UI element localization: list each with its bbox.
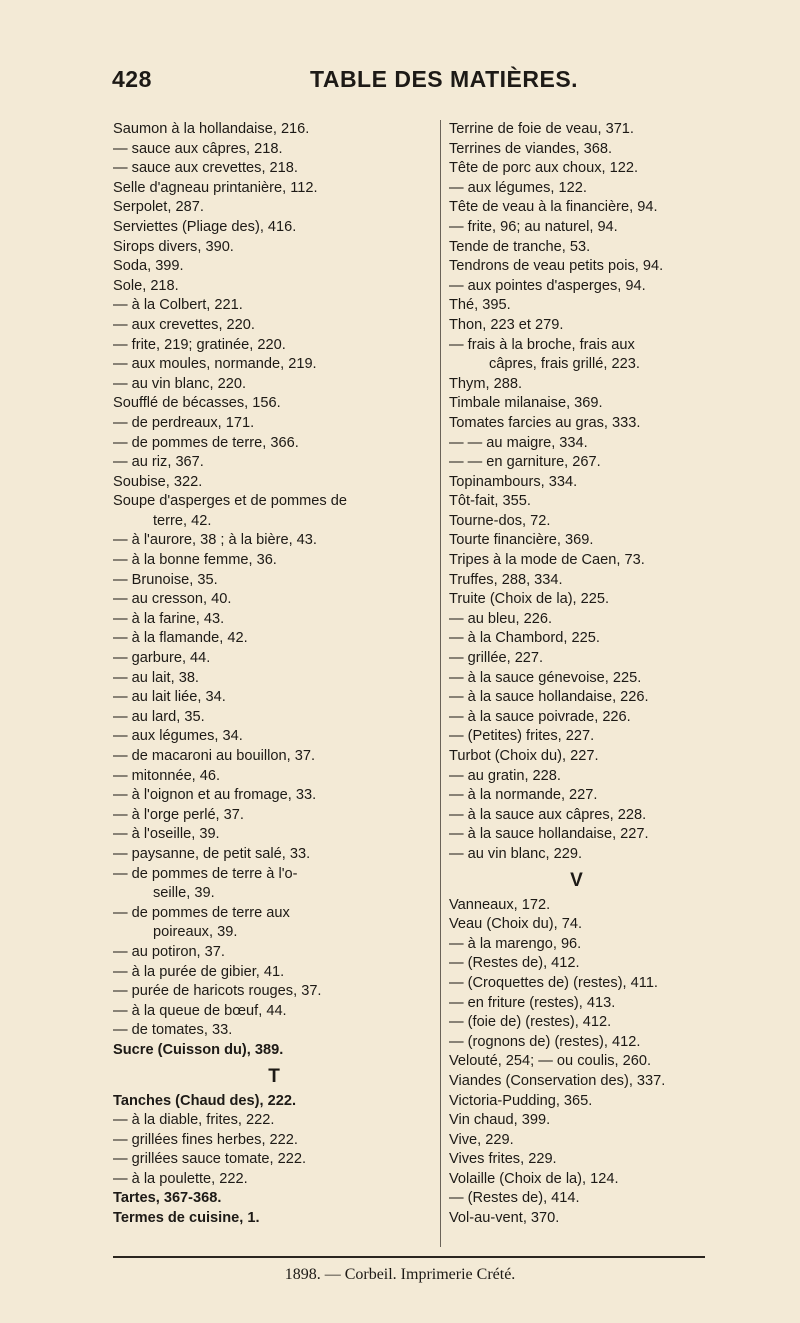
index-entry: Soupe d'asperges et de pommes de	[113, 493, 348, 510]
index-entry: Tendrons de veau petits pois, 94.	[449, 258, 664, 275]
index-entry-continuation: câpres, frais grillé, 223.	[489, 356, 640, 373]
index-entry: Tripes à la mode de Caen, 73.	[449, 552, 645, 569]
index-subentry: — au vin blanc, 229.	[449, 845, 583, 862]
index-entry: Topinambours, 334.	[449, 473, 578, 490]
index-subentry: — aux légumes, 34.	[113, 728, 243, 745]
index-entry: Tête de veau à la financière, 94.	[449, 199, 658, 216]
index-subentry: — (rognons de) (restes), 412.	[449, 1033, 641, 1050]
index-subentry: — à la normande, 227.	[449, 787, 598, 804]
index-entry: Volaille (Choix de la), 124.	[449, 1170, 619, 1187]
index-subentry: — en friture (restes), 413.	[449, 994, 616, 1011]
index-subentry: — aux moules, normande, 219.	[113, 356, 317, 373]
index-subentry: — à la bonne femme, 36.	[113, 552, 277, 569]
index-subentry: — sauce aux câpres, 218.	[113, 140, 283, 157]
index-entry: Terrines de viandes, 368.	[449, 140, 613, 157]
index-subentry: — à la farine, 43.	[113, 610, 225, 627]
index-entry: Saumon à la hollandaise, 216.	[113, 121, 310, 137]
page-header	[112, 66, 704, 100]
index-entry: Victoria-Pudding, 365.	[449, 1092, 593, 1109]
index-entry: Sole, 218.	[113, 277, 179, 294]
index-subentry: — au lard, 35.	[113, 708, 205, 725]
index-subentry: — mitonnée, 46.	[113, 767, 221, 784]
index-subentry: — de pommes de terre, 366.	[113, 434, 299, 451]
footer-rule	[113, 1256, 705, 1258]
index-subentry: — aux crevettes, 220.	[113, 316, 255, 333]
index-subentry: — à la sauce génevoise, 225.	[449, 669, 642, 686]
index-subentry: — — en garniture, 267.	[449, 454, 601, 471]
index-entry-continuation: terre, 42.	[153, 512, 212, 529]
index-column-right	[449, 120, 704, 1229]
index-subentry: — de pommes de terre à l'o-	[113, 865, 298, 882]
index-subentry: — garbure, 44.	[113, 650, 211, 667]
index-subentry: — à l'orge perlé, 37.	[113, 806, 244, 823]
page-number: 428	[112, 66, 152, 92]
index-subentry: — à la sauce poivrade, 226.	[449, 708, 631, 725]
index-entry: Tourne-dos, 72.	[449, 512, 551, 529]
index-subentry: — à l'oignon et au fromage, 33.	[113, 787, 317, 804]
index-entry: Sirops divers, 390.	[113, 238, 234, 255]
running-title: TABLE DES MATIÈRES.	[310, 66, 579, 92]
index-subentry: — au riz, 367.	[113, 454, 204, 471]
index-subentry: — au potiron, 37.	[113, 943, 225, 960]
index-subentry: — à la sauce hollandaise, 226.	[449, 689, 649, 706]
index-entry: Thé, 395.	[449, 297, 511, 314]
index-subentry: — (Croquettes de) (restes), 411.	[449, 974, 658, 991]
index-entry: Tête de porc aux choux, 122.	[449, 160, 639, 177]
index-entry-continuation: seille, 39.	[153, 885, 215, 902]
index-entry: Vive, 229.	[449, 1131, 514, 1148]
index-subentry: — de tomates, 33.	[113, 1022, 233, 1039]
index-entry: Timbale milanaise, 369.	[449, 395, 603, 412]
index-subentry: — (Petites) frites, 227.	[449, 728, 595, 745]
column-divider	[440, 120, 441, 1247]
index-entry: Tende de tranche, 53.	[449, 238, 591, 255]
index-subentry: — grillée, 227.	[449, 650, 544, 667]
index-entry: Vin chaud, 399.	[449, 1112, 551, 1129]
index-subentry: — (foie de) (restes), 412.	[449, 1014, 612, 1031]
index-subentry: — grillées sauce tomate, 222.	[113, 1151, 307, 1168]
index-subentry: — à l'oseille, 39.	[113, 826, 220, 843]
index-entry: Velouté, 254; — ou coulis, 260.	[449, 1053, 652, 1070]
index-subentry: — de macaroni au bouillon, 37.	[113, 748, 316, 764]
index-entry: Turbot (Choix du), 227.	[449, 748, 599, 764]
index-entry: Vives frites, 229.	[449, 1151, 557, 1168]
index-subentry: — paysanne, de petit salé, 33.	[113, 845, 311, 862]
index-subentry: — à la purée de gibier, 41.	[113, 963, 285, 980]
index-subentry: — frais à la broche, frais aux	[449, 336, 635, 353]
index-entry: Serviettes (Pliage des), 416.	[113, 218, 297, 235]
index-subentry: — purée de haricots rouges, 37.	[113, 983, 322, 1000]
index-subentry: — sauce aux crevettes, 218.	[113, 160, 298, 177]
index-subentry: — au bleu, 226.	[449, 610, 553, 627]
index-entry: Tourte financière, 369.	[449, 532, 594, 549]
index-subentry: — à la Colbert, 221.	[113, 297, 243, 314]
index-entry: Tomates farcies au gras, 333.	[449, 414, 641, 431]
index-entry: Veau (Choix du), 74.	[449, 916, 583, 933]
index-entry: Tartes, 367-368.	[113, 1190, 222, 1207]
index-entry: Vol-au-vent, 370.	[449, 1210, 560, 1227]
index-entry: Soufflé de bécasses, 156.	[113, 395, 281, 412]
index-subentry: — à la flamande, 42.	[113, 630, 248, 647]
index-subentry: — au lait liée, 34.	[113, 689, 226, 706]
index-subentry: — frite, 219; gratinée, 220.	[113, 336, 286, 353]
index-entry: Soda, 399.	[113, 258, 184, 275]
index-subentry: — au cresson, 40.	[113, 591, 232, 608]
index-entry: Truite (Choix de la), 225.	[449, 591, 610, 608]
index-subentry: — au lait, 38.	[113, 669, 199, 686]
index-entry: Thym, 288.	[449, 375, 522, 392]
index-subentry: — à l'aurore, 38 ; à la bière, 43.	[113, 532, 317, 549]
index-subentry: — au vin blanc, 220.	[113, 375, 247, 392]
index-subentry: — frite, 96; au naturel, 94.	[449, 218, 618, 235]
index-entry: Tôt-fait, 355.	[449, 493, 531, 510]
section-letter: V	[570, 869, 583, 891]
index-subentry: — à la queue de bœuf, 44.	[113, 1002, 287, 1019]
index-subentry: — à la diable, frites, 222.	[113, 1112, 275, 1129]
index-entry: Viandes (Conservation des), 337.	[449, 1072, 666, 1089]
index-entry-continuation: poireaux, 39.	[153, 924, 238, 941]
index-subentry: — (Restes de), 414.	[449, 1190, 580, 1207]
index-subentry: — aux légumes, 122.	[449, 179, 587, 196]
index-column-left	[113, 120, 435, 1229]
index-entry: Thon, 223 et 279.	[449, 316, 564, 333]
index-subentry: — au gratin, 228.	[449, 767, 561, 784]
index-entry: Selle d'agneau printanière, 112.	[113, 179, 318, 196]
index-subentry: — à la poulette, 222.	[113, 1170, 248, 1187]
index-entry: Soubise, 322.	[113, 473, 203, 490]
index-subentry: — à la sauce aux câpres, 228.	[449, 806, 647, 823]
section-letter: T	[268, 1065, 280, 1087]
index-subentry: — (Restes de), 412.	[449, 955, 580, 972]
index-entry: Termes de cuisine, 1.	[113, 1210, 260, 1227]
index-entry: Serpolet, 287.	[113, 199, 204, 216]
index-subentry: — à la Chambord, 225.	[449, 630, 600, 647]
index-entry: Terrine de foie de veau, 371.	[449, 121, 634, 137]
index-subentry: — à la marengo, 96.	[449, 935, 582, 952]
index-subentry: — aux pointes d'asperges, 94.	[449, 277, 646, 294]
index-entry: Sucre (Cuisson du), 389.	[113, 1041, 284, 1058]
index-subentry: — grillées fines herbes, 222.	[113, 1131, 298, 1148]
index-entry: Tanches (Chaud des), 222.	[113, 1092, 297, 1109]
index-entry: Truffes, 288, 334.	[449, 571, 563, 588]
index-subentry: — à la sauce hollandaise, 227.	[449, 826, 649, 843]
index-entry: Vanneaux, 172.	[449, 896, 551, 913]
index-subentry: — — au maigre, 334.	[449, 434, 588, 451]
index-subentry: — de pommes de terre aux	[113, 904, 290, 921]
index-subentry: — Brunoise, 35.	[113, 571, 218, 588]
printer-footer: 1898. — Corbeil. Imprimerie Crété.	[284, 1266, 516, 1283]
index-subentry: — de perdreaux, 171.	[113, 414, 255, 431]
